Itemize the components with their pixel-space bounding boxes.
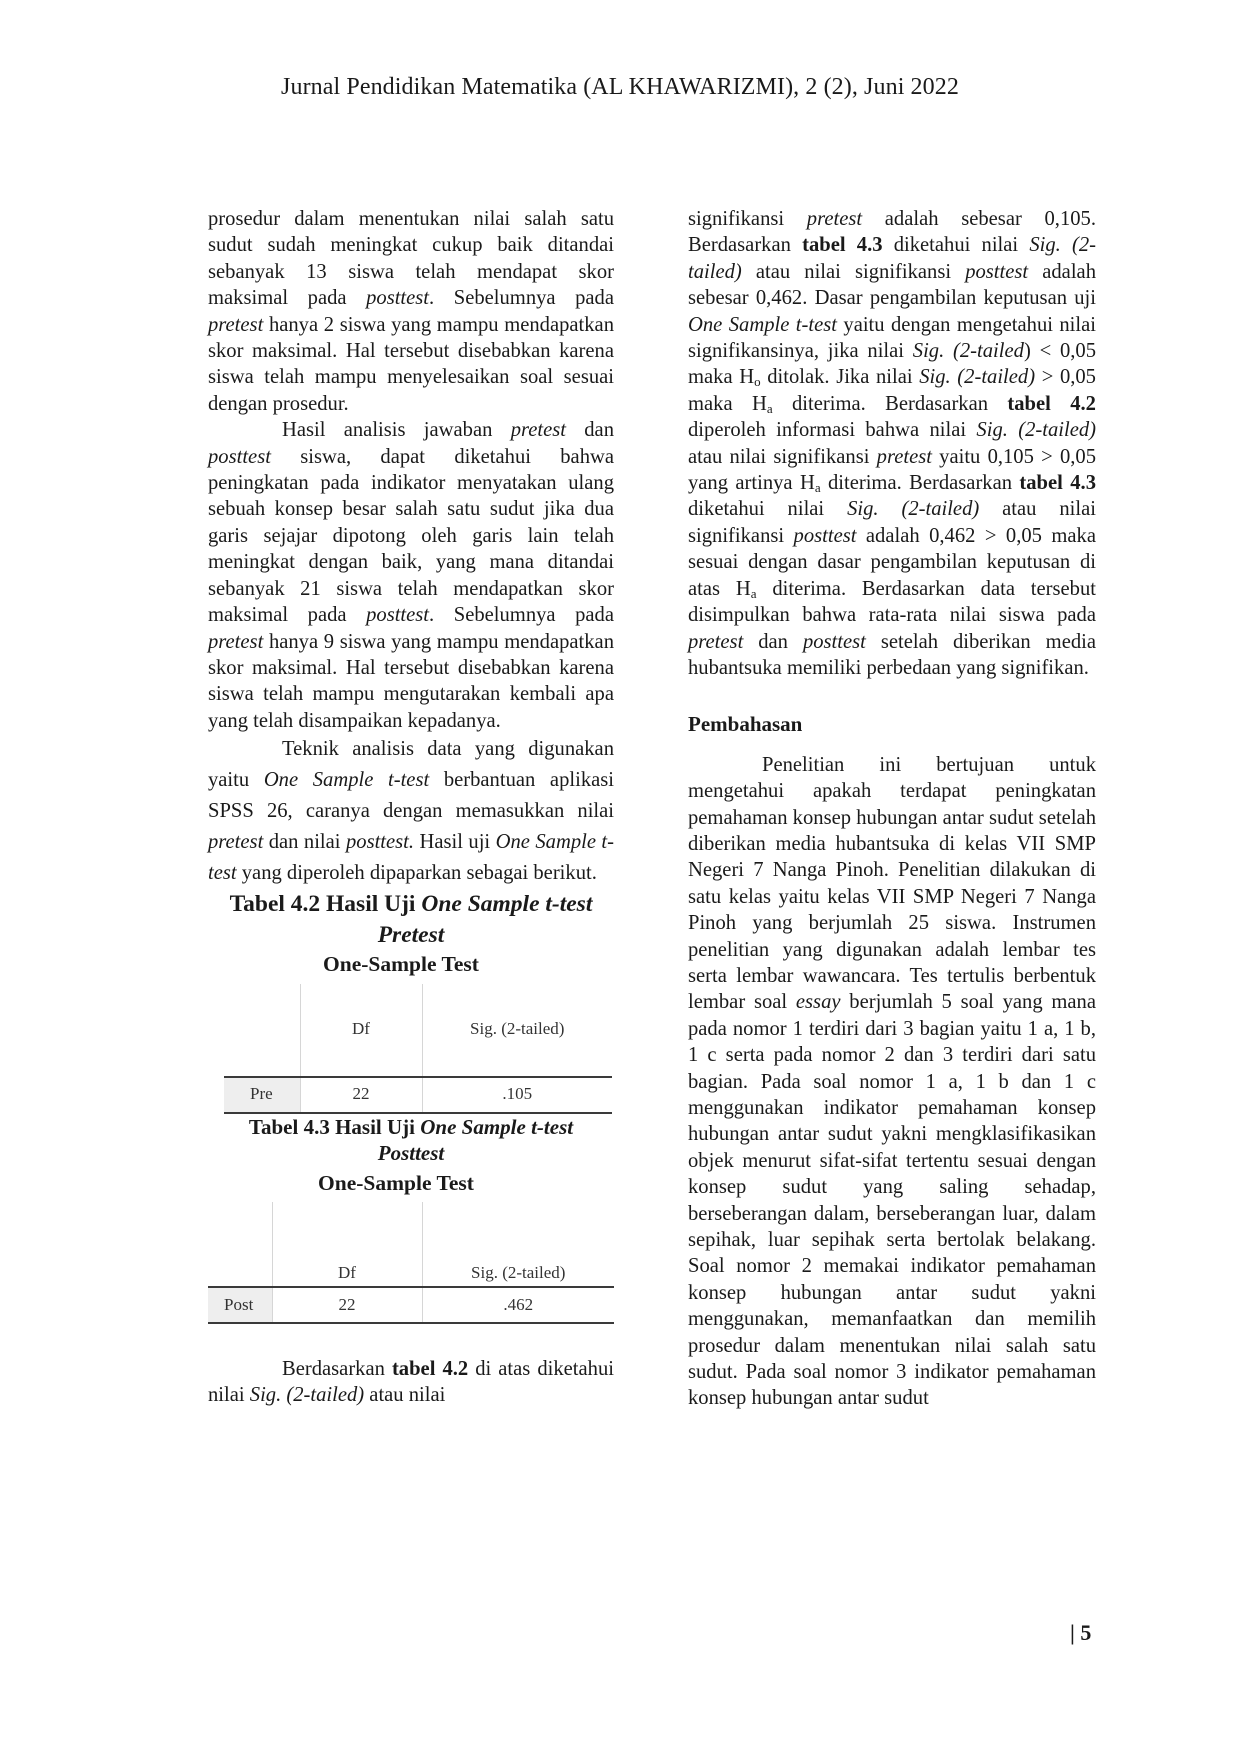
table-4-2 [224,984,612,1114]
cell-df: 22 [300,1077,422,1113]
right-column [688,206,1096,1412]
cell-df: 22 [272,1287,422,1323]
table-row [208,1287,614,1323]
right-paragraph-2: Penelitian ini bertujuan untuk mengetahui apakah terdapat peningkatan pemahaman konsep hubungan antar sudut setelah diberikan media hubantsuka di kelas VII SMP Negeri 7 Nanga Pinoh. Penelitian dilakukan di satu kelas yaitu kelas VII SMP Negeri 7 Nanga Pinoh yang berjumlah 25 siswa. Instrumen penelitian yang digunakan adalah lembar tes serta lembar wawancara. Tes tertulis berbentuk lembar soal essay berjumlah 5 soal yang mana pada nomor 1 terdiri dari 3 bagian yaitu 1 a, 1 b, 1 c serta pada nomor 2 dan 3 terdiri dari satu bagian. Pada soal nomor 1 a, 1 b dan 1 c menggunakan indikator pemahaman konsep hubungan antar sudut yakni mengklasifikasikan objek menurut sifat-sifat tertentu sesuai dengan konsep sudut yang saling sehadap, berseberangan dalam, berseberangan luar, dalam sepihak, luar sepihak serta bertolak belakang. Soal nomor 2 memakai indikator pemahaman konsep hubungan antar sudut yakni menggunakan, memanfaatkan dan memilih prosedur dalam menentukan nilai salah satu sudut. Pada soal nomor 3 indikator pemahaman konsep hubungan antar sudut [688,753,1096,1410]
cell-sig: .105 [422,1077,612,1113]
left-paragraph-4: Berdasarkan tabel 4.2 di atas diketahui nilai Sig. (2-tailed) atau nilai [208,1357,614,1407]
right-paragraph-1: signifikansi pretest adalah sebesar 0,105. Berdasarkan tabel 4.3 diketahui nilai Sig. (2-tailed) atau nilai signifikansi posttest adalah sebesar 0,462. Dasar pengambilan keputusan uji One Sample t-test yaitu dengan mengetahui nilai signifikansinya, jika nilai Sig. (2-tailed) < 0,05 maka $H_o$ ditolak. Jika nilai Sig. (2-tailed) > 0,05 maka $H_a$ diterima. Berdasarkan tabel 4.2 diperoleh informasi bahwa nilai Sig. (2-tailed) atau nilai signifikansi pretest yaitu 0,105 > 0,05 yang artinya $H_a$ diterima. Berdasarkan tabel 4.3 diketahui nilai Sig. (2-tailed) atau nilai signifikansi posttest adalah 0,462 > 0,05 maka sesuai dengan dasar pengambilan keputusan di atas $H_a$ diterima. Berdasarkan data tersebut disimpulkan bahwa rata-rata nilai siswa pada pretest dan posttest setelah diberikan media hubantsuka memiliki perbedaan yang signifikan. [688,208,1096,679]
cell-sig: .462 [422,1287,614,1323]
column-header-df: Df [300,984,422,1077]
running-header: Jurnal Pendidikan Matematika (AL KHAWARIZMI), 2 (2), Juni 2022 [281,74,959,100]
table-header-row [224,984,612,1077]
table-row [224,1077,612,1113]
table-4-2-caption: Tabel 4.2 Hasil Uji One Sample t-test Pretest [229,891,593,949]
column-header-sig: Sig. (2-tailed) [422,1202,614,1287]
row-label: Post [208,1287,272,1323]
left-paragraph-3: Teknik analisis data yang digunakan yaitu One Sample t-test berbantuan aplikasi SPSS 26, caranya dengan memasukkan nilai pretest dan nilai posttest. Hasil uji One Sample t-test yang diperoleh dipaparkan sebagai berikut. [208,738,614,885]
column-header-df: Df [272,1202,422,1287]
table-4-3 [208,1202,614,1324]
column-header-sig: Sig. (2-tailed) [422,984,612,1077]
table-header-row [208,1202,614,1287]
table-4-3-title: One-Sample Test [318,1170,474,1195]
table-4-2-title: One-Sample Test [323,952,479,977]
left-column [208,206,614,1409]
left-paragraph-1: prosedur dalam menentukan nilai salah satu sudut sudah meningkat cukup baik ditandai sebanyak 13 siswa telah mendapat skor maksimal pada posttest. Sebelumnya pada pretest hanya 2 siswa yang mampu mendapatkan skor maksimal. Hal tersebut disebabkan karena siswa telah mampu menyelesaikan soal sesuai dengan prosedur. [208,208,614,415]
left-paragraph-2: Hasil analisis jawaban pretest dan posttest siswa, dapat diketahui bahwa peningkatan pada indikator menyatakan ulang sebuah konsep besar salah satu sudut jika dua garis sejajar dipotong oleh garis lain telah meningkat dengan baik, yang mana ditandai sebanyak 21 siswa telah mendapatkan skor maksimal pada posttest. Sebelumnya pada pretest hanya 9 siswa yang mampu mendapatkan skor maksimal. Hal tersebut disebabkan karena siswa telah mampu mengutarakan kembali apa yang telah disampaikan kepadanya. [208,419,614,732]
section-heading-pembahasan: Pembahasan [688,712,803,737]
row-label: Pre [224,1077,300,1113]
table-4-3-caption: Tabel 4.3 Hasil Uji One Sample t-test Posttest [248,1114,574,1165]
page-number: | 5 [1070,1620,1092,1645]
